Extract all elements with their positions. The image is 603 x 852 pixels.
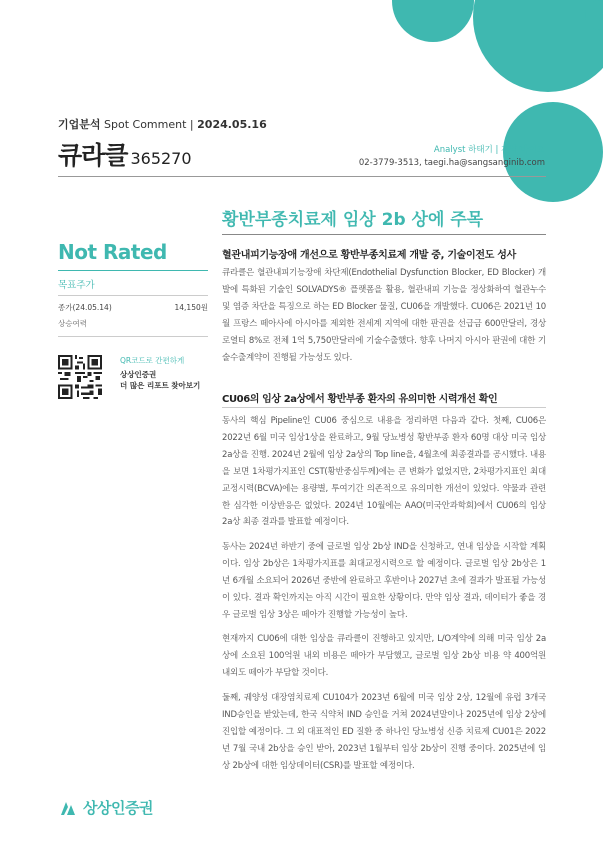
report-type: 기업분석 xyxy=(58,118,101,131)
company-name: 큐라클 xyxy=(58,141,128,170)
report-series: Spot Comment xyxy=(104,118,187,131)
qr-text xyxy=(120,355,200,391)
section-2-divider xyxy=(222,407,546,408)
section-2-heading: CU06의 임상 2a상에서 황반부종 환자의 유의미한 시력개선 확인 xyxy=(222,394,498,405)
current-price-value: 14,150원 xyxy=(174,303,208,312)
brand-logo-icon xyxy=(58,799,78,817)
section-2-paragraph-2: 동사는 2024년 하반기 중에 글로벌 임상 2b상 IND을 신청하고, 연내 임상을 시작할 계획이다. 임상 2b상은 1차평가지표를 최대교정시력으로 할 예정이다. 글로벌 임상 2b상은 1년 6개월 소요되어 2026년 중반에 완료하고 후반이나 2027년 초에 결과가 발표될 가능성이 있다. 결과 확인까지는 아직 시간이 필요한 상황이다. 만약 임상 결과, 데이터가 좋을 경우 글로벌 임상 3상은 떼아가 진행할 가능성이 높다. xyxy=(222,542,546,620)
rating-label: Not Rated xyxy=(58,240,167,264)
header-divider xyxy=(58,176,546,177)
section-1-heading: 혈관내피기능장애 개선으로 황반부종치료제 개발 중, 기술이전도 성사 xyxy=(222,250,517,261)
analyst-line: Analyst 하태기 | 제약/바이오 xyxy=(433,145,545,155)
qr-caption: QR코드로 간편하게 xyxy=(120,356,185,365)
header-separator: | xyxy=(189,118,194,131)
current-price-row xyxy=(58,302,208,313)
qr-link-line2[interactable]: 더 많은 리포트 찾아보기 xyxy=(120,381,201,390)
qr-link-line1[interactable]: 상상인증권 xyxy=(120,370,157,379)
report-type-line xyxy=(58,116,267,132)
report-date: 2024.05.16 xyxy=(197,118,267,131)
qr-code-icon[interactable] xyxy=(58,355,102,399)
section-2-paragraph-3: 현재까지 CU06에 대한 임상을 큐라클이 진행하고 있지만, L/O계약에 의해 미국 임상 2a상에 소요된 100억원 내외 비용은 떼아가 부담했고, 글로벌 임상 2b상 비용 약 400억원 내외도 떼아가 부담할 것이다. xyxy=(222,634,546,678)
analyst-contact: 02-3779-3513, taegi.ha@sangsanginib.com xyxy=(358,158,545,168)
report-title: 황반부종치료제 임상 2b 상에 주목 xyxy=(222,210,484,230)
decor-circle-2 xyxy=(473,0,603,92)
decor-circle-1 xyxy=(392,0,474,42)
section-2-paragraph-4: 둘째, 궤양성 대장염치료제 CU104가 2023년 6월에 미국 임상 2상, 12월에 유럽 3개국 IND승인을 받았는데, 한국 식약처 IND 승인을 거쳐 2024년말이나 2025년에 임상 2상에 진입할 예정이다. 그 외 대표적인 ED 질환 중 하나인 당뇨병성 신증 치료제 CU01은 2022년 7월 국내 2b상을 승인 받아, 2023년 1월부터 임상 2b상이 진행 중이다. 2025년에 임상 2b상에 대한 임상데이터(CSR)를 발표할 예정이다. xyxy=(222,693,546,771)
brand-name: 상상인증권 xyxy=(83,799,153,817)
sidebar-divider-top xyxy=(58,270,208,271)
upside-label: 상승여력 xyxy=(58,319,87,328)
qr-link-box[interactable] xyxy=(58,355,208,399)
footer-logo xyxy=(58,797,153,818)
current-price-label: 종가(24.05.14) xyxy=(58,303,112,312)
company-code: 365270 xyxy=(130,149,192,168)
title-divider xyxy=(222,234,546,235)
sidebar-divider-bottom xyxy=(58,336,208,337)
section-1-paragraph-1: 큐라클은 혈관내피기능장애 차단제(Endothelial Dysfunction Blocker, ED Blocker) 개발에 특화된 기술인 SOLVADYS® 플랫폼을 활용, 혈관내피 기능을 정상화하여 혈관누수 및 염증 차단을 특징으로 하는 ED Blocker 물질, CU06을 개발했다. CU06은 2021년 10월 프랑스 떼아사에 아시아를 제외한 전세계 지역에 대한 판권을 선급금 600만달러, 경상로열티 8%로 전체 1억 5,750만달러에 기술수출했다. 향후 나머지 아시아 판권에 대한 기술수출계약이 진행될 가능성도 있다. xyxy=(222,268,546,363)
company-heading xyxy=(58,136,192,172)
target-price-label: 목표주가 xyxy=(58,280,95,291)
sidebar-divider-thin xyxy=(58,295,208,296)
section-2-paragraph-1: 동사의 핵심 Pipeline인 CU06 중심으로 내용을 정리하면 다음과 같다. 첫째, CU06은 2022년 6월 미국 임상1상을 완료하고, 9월 당뇨병성 황반부종 환자 60명 대상 미국 임상 2a상을 진행. 2024년 2월에 임상 2a상의 Top line을, 4월초에 최종결과를 공시했다. 내용을 보면 1차평가지표인 CST(황반중심두께)에는 큰 변화가 없었지만, 2차평가지표인 최대교정시력(BCVA)에는 용량별, 투여기간 의존적으로 유의미한 개선이 있었다. 약물과 관련한 심각한 이상반응은 없었다. 2024년 10월에는 AAO(미국안과학회)에서 CU06의 임상 2a상 최종 결과를 발표할 예정이다. xyxy=(222,416,546,528)
rating-sidebar xyxy=(58,240,208,399)
